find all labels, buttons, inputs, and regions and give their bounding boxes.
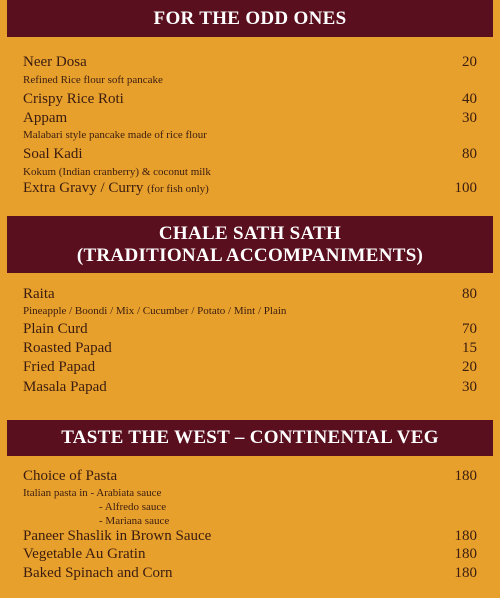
menu-item-vegetable-au-gratin — [23, 545, 477, 563]
item-name: Neer Dosa — [23, 54, 87, 70]
item-name: Extra Gravy / Curry — [23, 180, 144, 196]
item-name: Soal Kadi — [23, 146, 83, 162]
item-description-option: - Mariana sauce — [99, 515, 170, 527]
item-name: Appam — [23, 110, 68, 126]
item-price: 100 — [454, 180, 477, 196]
item-name: Crispy Rice Roti — [23, 91, 124, 107]
section-heading-accompaniments — [7, 216, 493, 273]
item-price: 80 — [462, 286, 477, 302]
item-name: Raita — [23, 286, 55, 302]
menu-item-appam — [23, 109, 477, 127]
menu-item-masala-papad — [23, 378, 477, 396]
item-name: Roasted Papad — [23, 340, 112, 356]
item-price: 180 — [454, 468, 477, 484]
menu-item-fried-papad — [23, 358, 477, 376]
item-description-option: - Alfredo sauce — [99, 501, 167, 513]
item-price: 20 — [462, 54, 477, 70]
item-name: Plain Curd — [23, 321, 88, 337]
item-price: 30 — [462, 110, 477, 126]
item-price: 180 — [454, 565, 477, 581]
menu-item-roasted-papad — [23, 339, 477, 357]
item-description: Refined Rice flour soft pancake — [23, 74, 163, 86]
item-description: Pineapple / Boondi / Mix / Cucumber / Potato / Mint / Plain — [23, 305, 287, 317]
section-heading-odd-ones: FOR THE ODD ONES — [7, 0, 493, 37]
menu-item-baked-spinach-corn — [23, 564, 477, 582]
item-name: Baked Spinach and Corn — [23, 565, 173, 581]
item-description: Kokum (Indian cranberry) & coconut milk — [23, 166, 211, 178]
item-price: 30 — [462, 379, 477, 395]
section-heading-continental-veg: TASTE THE WEST – CONTINENTAL VEG — [7, 420, 493, 456]
item-name-wrap — [23, 179, 209, 198]
item-price: 40 — [462, 91, 477, 107]
item-price: 15 — [462, 340, 477, 356]
item-name: Fried Papad — [23, 359, 96, 375]
menu-item-crispy-rice-roti — [23, 90, 477, 108]
item-name: Paneer Shaslik in Brown Sauce — [23, 528, 212, 544]
item-price: 20 — [462, 359, 477, 375]
menu-item-neer-dosa — [23, 53, 477, 71]
item-description: Italian pasta in - Arabiata sauce — [23, 487, 162, 499]
menu-item-extra-gravy — [23, 179, 477, 198]
item-price: 70 — [462, 321, 477, 337]
heading-line-1: CHALE SATH SATH — [158, 223, 342, 244]
heading-line-2: (TRADITIONAL ACCOMPANIMENTS) — [76, 245, 424, 266]
item-name: Choice of Pasta — [23, 468, 118, 484]
item-name: Vegetable Au Gratin — [23, 546, 146, 562]
item-note: (for fish only) — [147, 183, 209, 195]
item-price: 80 — [462, 146, 477, 162]
menu-item-choice-of-pasta — [23, 467, 477, 485]
menu-item-raita — [23, 285, 477, 303]
item-price: 180 — [454, 546, 477, 562]
menu-item-soal-kadi — [23, 145, 477, 163]
menu-item-paneer-shaslik — [23, 527, 477, 545]
item-price: 180 — [454, 528, 477, 544]
menu-item-plain-curd — [23, 320, 477, 338]
item-description: Malabari style pancake made of rice flour — [23, 129, 207, 141]
item-name: Masala Papad — [23, 379, 107, 395]
